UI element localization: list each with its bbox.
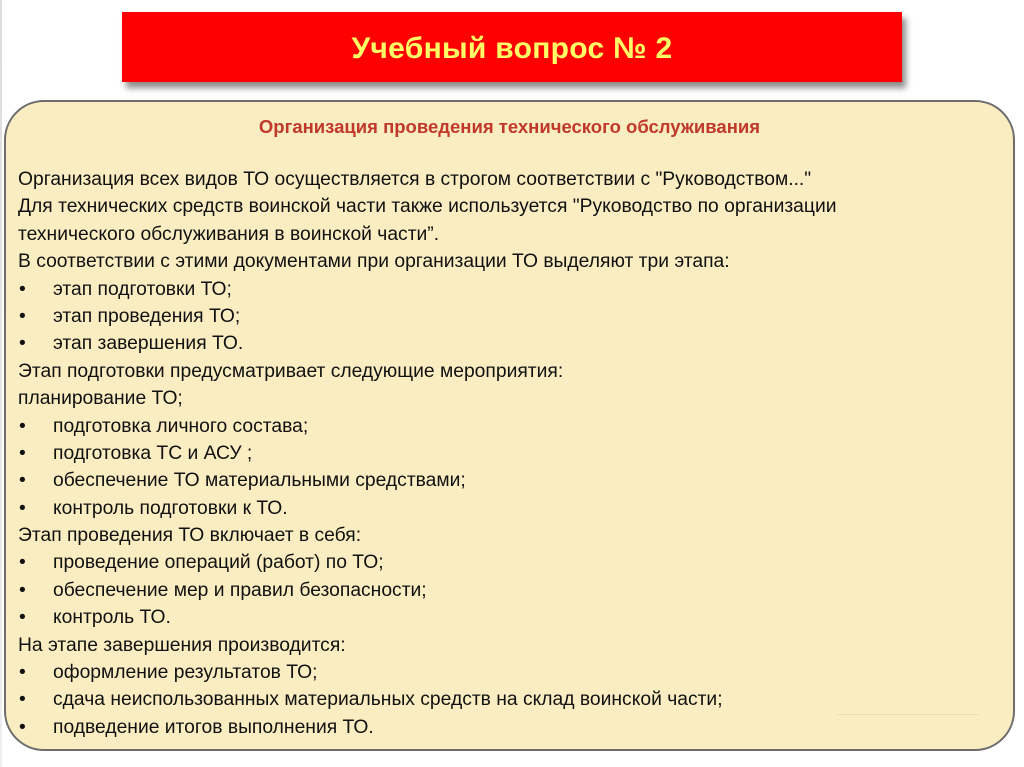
bullet-item-text: оформление результатов ТО; <box>53 662 318 684</box>
bullet-item <box>18 659 1001 686</box>
slide-edge <box>0 0 2 767</box>
bullet-icon: • <box>19 607 26 629</box>
bullet-icon: • <box>19 333 26 355</box>
bullet-item <box>18 714 1001 741</box>
bullet-item <box>18 303 1001 330</box>
bullet-icon: • <box>19 552 26 574</box>
text-line-text: Для технических средств воинской части также используется "Руководство по организации <box>18 196 837 218</box>
bullet-item <box>18 577 1001 604</box>
bullet-item <box>18 549 1001 576</box>
text-line-text: В соответствии с этими документами при организации ТО выделяют три этапа: <box>18 251 730 273</box>
text-line <box>18 221 1001 248</box>
bullet-icon: • <box>19 305 26 327</box>
text-line <box>18 385 1001 412</box>
section-heading: Организация проведения технического обслуживания <box>258 116 761 137</box>
text-line <box>18 193 1001 220</box>
body-text-list <box>18 166 1001 741</box>
bullet-icon: • <box>19 497 26 519</box>
text-line-text: технического обслуживания в воинской части”. <box>18 223 440 245</box>
bullet-item-text: контроль ТО. <box>53 607 171 629</box>
text-line <box>18 522 1001 549</box>
bullet-item <box>18 440 1001 467</box>
divider <box>838 714 978 715</box>
bullet-icon: • <box>19 662 26 684</box>
text-line <box>18 166 1001 193</box>
bullet-icon: • <box>19 415 26 437</box>
bullet-item-text: этап подготовки ТО; <box>53 278 232 300</box>
text-line-text: На этапе завершения производится: <box>18 634 346 656</box>
bullet-icon: • <box>19 716 26 738</box>
bullet-icon: • <box>19 579 26 601</box>
bullet-item-text: этап завершения ТО. <box>53 333 244 355</box>
bullet-item-text: сдача неиспользованных материальных средств на склад воинской части; <box>53 689 723 711</box>
title-banner <box>122 12 902 82</box>
bullet-icon: • <box>19 278 26 300</box>
bullet-item <box>18 276 1001 303</box>
bullet-item <box>18 604 1001 631</box>
text-line-text: Организация всех видов ТО осуществляется в строгом соответствии с "Руководством..." <box>18 169 812 190</box>
bullet-item-text: подготовка личного состава; <box>53 415 309 437</box>
bullet-item-text: обеспечение ТО материальными средствами; <box>53 470 466 492</box>
bullet-item-text: этап проведения ТО; <box>53 305 241 327</box>
bullet-icon: • <box>19 689 26 711</box>
bullet-item <box>18 467 1001 494</box>
bullet-item <box>18 413 1001 440</box>
text-line <box>18 248 1001 275</box>
bullet-item-text: контроль подготовки к ТО. <box>53 497 288 519</box>
text-line-text: Этап проведения ТО включает в себя: <box>18 525 362 547</box>
bullet-item-text: проведение операций (работ) по ТО; <box>53 552 384 574</box>
bullet-item-text: подготовка ТС и АСУ ; <box>53 442 253 464</box>
bullet-item-text: обеспечение мер и правил безопасности; <box>53 579 427 601</box>
text-line-text: Этап подготовки предусматривает следующие мероприятия: <box>18 360 564 382</box>
bullet-icon: • <box>19 470 26 492</box>
text-line <box>18 358 1001 385</box>
bullet-item <box>18 686 1001 713</box>
text-line <box>18 632 1001 659</box>
content-panel <box>4 100 1015 751</box>
bullet-item-text: подведение итогов выполнения ТО. <box>53 716 374 738</box>
bullet-item <box>18 330 1001 357</box>
text-line-text: планирование ТО; <box>18 388 183 410</box>
bullet-item <box>18 495 1001 522</box>
bullet-icon: • <box>19 442 26 464</box>
slide-title: Учебный вопрос № 2 <box>351 32 673 65</box>
